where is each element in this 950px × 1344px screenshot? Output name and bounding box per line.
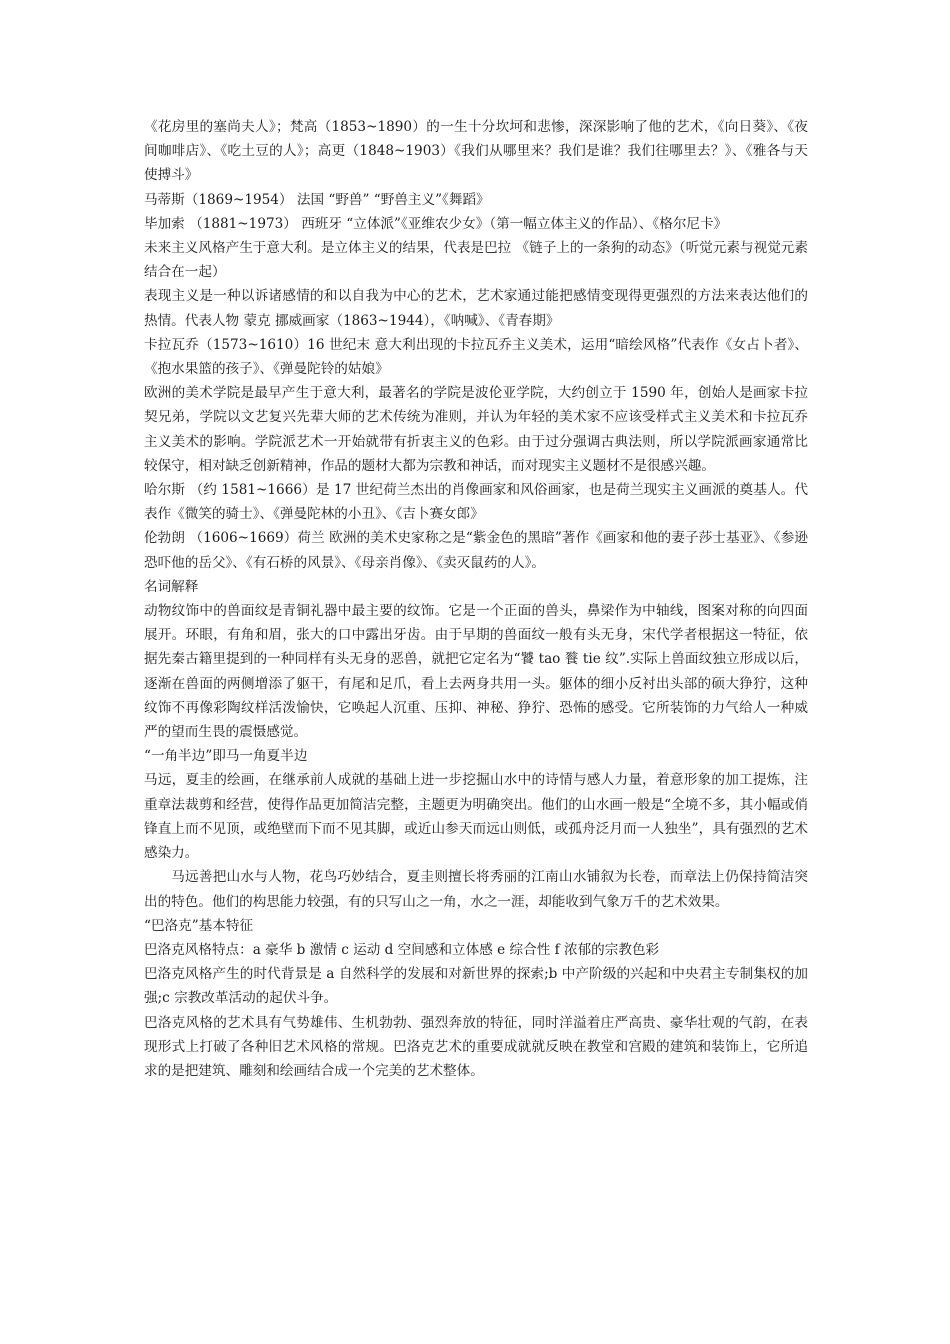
paragraph-rembrandt: 伦勃朗 （1606~1669）荷兰 欧洲的美术史家称之是“紫金色的黑暗”著作《画家和他的妻子莎士基亚》、《参逊恐吓他的岳父》、《有石桥的风景》、《母亲肖像》、《卖灭鼠药的人》。 — [144, 530, 808, 571]
paragraph-expressionism: 表现主义是一种以诉诸感情的和以自我为中心的艺术，艺术家通过能把感情变现得更强烈的方法来表达他们的热情。代表人物 蒙克 挪威画家（1863~1944），《呐喊》、《青春期》 — [144, 288, 808, 329]
paragraph-ma-xia-continued: 马远善把山水与人物，花鸟巧妙结合，夏圭则擅长将秀丽的江南山水铺叙为长卷，而章法上仍保持简洁突出的特色。他们的构思能力较强，有的只写山之一角，水之一涯，却能收到气象万千的艺术效果。 — [144, 869, 808, 910]
paragraph-taotie: 动物纹饰中的兽面纹是青铜礼器中最主要的纹饰。它是一个正面的兽头，鼻梁作为中轴线，图案对称的向四面展开。环眼，有角和眉，张大的口中露出牙齿。由于早期的兽面纹一般有头无身，宋代学者根据这一特征，依据先秦古籍里提到的一种同样有头无身的恶兽，就把它定名为“饕 tao 餮 tie 纹”.实际上兽面纹独立形成以后，逐渐在兽面的两侧增添了躯干，有尾和足爪，看上去两身共用一头。躯体的细小反衬出头部的硕大狰狞，这种纹饰不再像彩陶纹样活泼愉快，它唤起人沉重、压抑、神秘、狰狞、恐怖的感受。它所装饰的力气给人一种威严的望而生畏的震慑感觉。 — [144, 603, 808, 741]
paragraph-ma-xia: 马远，夏圭的绘画，在继承前人成就的基础上进一步挖掘山水中的诗情与感人力量，着意形象的加工提炼，注重章法裁剪和经营，使得作品更加简洁完整，主题更为明确突出。他们的山水画一般是“全境不多，其小幅或俏锋直上而不见顶，或绝壁而下而不见其脚，或近山参天而远山则低，或孤舟泛月而一人独坐”，具有强烈的艺术感染力。 — [144, 772, 808, 862]
paragraph-impressionists: 《花房里的塞尚夫人》；梵高（1853~1890）的一生十分坎坷和悲惨，深深影响了他的艺术，《向日葵》、《夜间咖啡店》、《吃土豆的人》；高更（1848~1903）《我们从哪里来？我们是谁？我们往哪里去？》、《雅各与天使搏斗》 — [144, 119, 808, 184]
paragraph-baroque-summary: 巴洛克风格的艺术具有气势雄伟、生机勃勃、强烈奔放的特征，同时洋溢着庄严高贵、豪华壮观的气韵，在表现形式上打破了各种旧艺术风格的常规。巴洛克艺术的重要成就就反映在教堂和宫殿的建筑和装饰上，它所追求的是把建筑、雕刻和绘画结合成一个完美的艺术整体。 — [144, 1014, 808, 1079]
section-heading-one-corner: “一角半边”即马一角夏半边 — [144, 748, 308, 765]
paragraph-academy: 欧洲的美术学院是最早产生于意大利，最著名的学院是波伦亚学院，大约创立于 1590 年，创始人是画家卡拉契兄弟，学院以文艺复兴先辈大师的艺术传统为准则，并认为年轻的美术家不应该受样式主义美术和卡拉瓦乔主义美术的影响。学院派艺术一开始就带有折衷主义的色彩。由于过分强调古典法则，所以学院派画家通常比较保守，相对缺乏创新精神，作品的题材大都为宗教和神话，而对现实主义题材不是很感兴趣。 — [144, 385, 808, 474]
section-heading-baroque: “巴洛克”基本特征 — [144, 917, 254, 934]
paragraph-baroque-background: 巴洛克风格产生的时代背景是 a 自然科学的发展和对新世界的探索;b 中产阶级的兴起和中央君主专制集权的加强;c 宗教改革活动的起伏斗争。 — [144, 966, 808, 1007]
paragraph-caravaggio: 卡拉瓦乔（1573~1610）16 世纪末 意大利出现的卡拉瓦乔主义美术，运用“暗绘风格”代表作《女占卜者》、《抱水果篮的孩子》、《弹曼陀铃的姑娘》 — [144, 336, 808, 378]
paragraph-matisse: 马蒂斯（1869~1954） 法国 “野兽” “野兽主义”《舞蹈》 — [144, 191, 490, 208]
paragraph-hals: 哈尔斯 （约 1581~1666）是 17 世纪荷兰杰出的肖像画家和风俗画家，也是荷兰现实主义画派的奠基人。代表作《微笑的骑士》、《弹曼陀林的小丑》、《吉卜赛女郎》 — [144, 482, 808, 523]
section-heading-glossary: 名词解释 — [144, 578, 199, 595]
paragraph-picasso: 毕加索 （1881~1973） 西班牙 “立体派”《亚维农少女》（第一幅立体主义的作品）、《格尔尼卡》 — [144, 215, 728, 232]
document-page — [144, 115, 808, 1083]
paragraph-baroque-traits: 巴洛克风格特点：a 豪华 b 激情 c 运动 d 空间感和立体感 e 综合性 f 浓郁的宗教色彩 — [144, 941, 660, 958]
paragraph-futurism: 未来主义风格产生于意大利。是立体主义的结果，代表是巴拉 《链子上的一条狗的动态》（听觉元素与视觉元素结合在一起） — [144, 240, 808, 281]
